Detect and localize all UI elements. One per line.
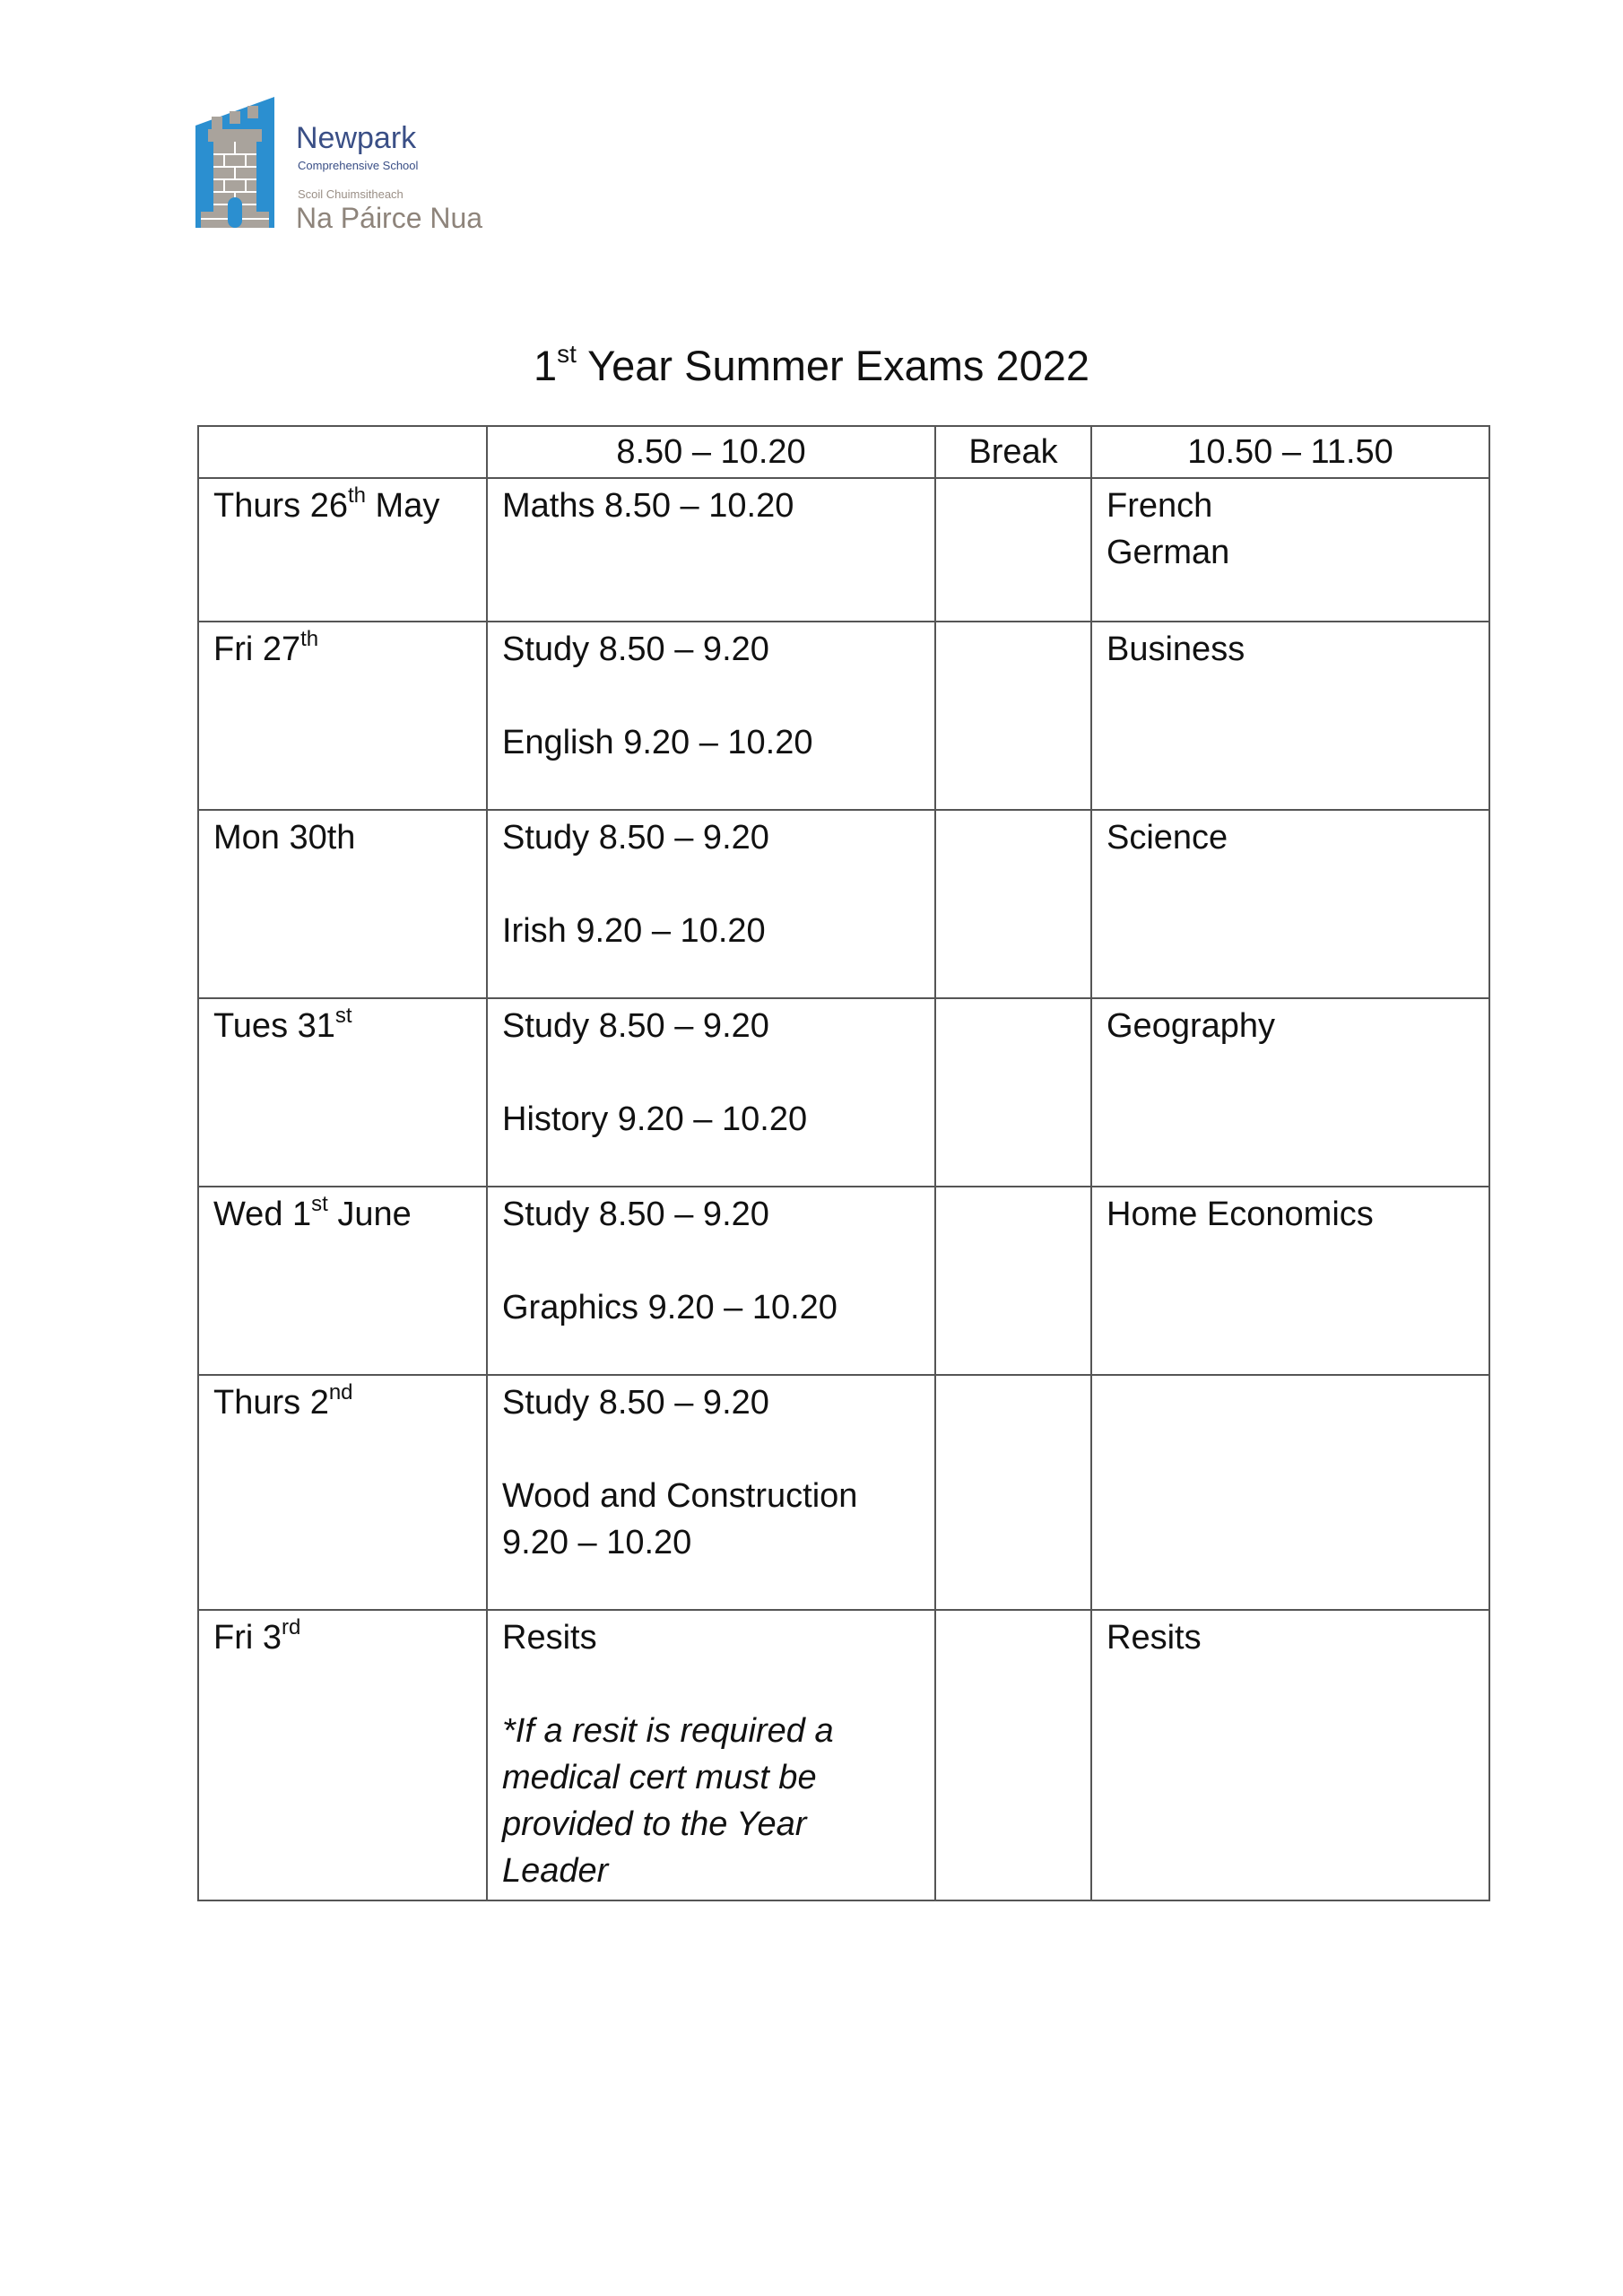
break-cell xyxy=(935,998,1091,1187)
late-cell: French German xyxy=(1091,478,1489,622)
break-cell xyxy=(935,622,1091,810)
day-cell: Mon 30th xyxy=(198,810,487,998)
table-row xyxy=(198,1375,1489,1610)
page-title: 1st Year Summer Exams 2022 xyxy=(533,340,1090,389)
table-row xyxy=(198,622,1489,810)
break-cell xyxy=(935,1187,1091,1375)
late-cell: Business xyxy=(1091,622,1489,810)
late-cell: Geography xyxy=(1091,998,1489,1187)
day-cell: Thurs 26th May xyxy=(198,478,487,622)
logo-name: Newpark xyxy=(296,121,417,155)
day-cell: Thurs 2nd xyxy=(198,1375,487,1610)
day-cell: Wed 1st June xyxy=(198,1187,487,1375)
morning-cell: Study 8.50 – 9.20 Graphics 9.20 – 10.20 xyxy=(487,1187,935,1375)
break-cell xyxy=(935,478,1091,622)
exam-timetable xyxy=(197,425,1490,1901)
table-row xyxy=(198,998,1489,1187)
table-row xyxy=(198,1610,1489,1900)
logo-irish-name: Na Páirce Nua xyxy=(296,202,483,234)
late-cell: Science xyxy=(1091,810,1489,998)
table-row xyxy=(198,1187,1489,1375)
day-cell: Fri 27th xyxy=(198,622,487,810)
table-row xyxy=(198,478,1489,622)
school-logo xyxy=(195,97,491,234)
day-cell: Tues 31st xyxy=(198,998,487,1187)
morning-cell: Maths 8.50 – 10.20 xyxy=(487,478,935,622)
break-cell xyxy=(935,810,1091,998)
late-cell: Resits xyxy=(1091,1610,1489,1900)
table-header-row xyxy=(198,426,1489,478)
header-break: Break xyxy=(935,426,1091,478)
morning-cell: Study 8.50 – 9.20 History 9.20 – 10.20 xyxy=(487,998,935,1187)
resit-note: *If a resit is required a medical cert must be provided to the Year Leader xyxy=(502,1712,834,1890)
late-cell xyxy=(1091,1375,1489,1610)
header-morning: 8.50 – 10.20 xyxy=(487,426,935,478)
table-row xyxy=(198,810,1489,998)
break-cell xyxy=(935,1375,1091,1610)
logo-irish-subtitle: Scoil Chuimsitheach xyxy=(298,187,404,201)
morning-cell: Study 8.50 – 9.20 Wood and Construction 9.20 – 10.20 xyxy=(487,1375,935,1610)
day-cell: Fri 3rd xyxy=(198,1610,487,1900)
morning-cell: Resits *If a resit is required a medical cert must be provided to the Year Leader xyxy=(487,1610,935,1900)
header-late: 10.50 – 11.50 xyxy=(1091,426,1489,478)
morning-cell: Study 8.50 – 9.20 English 9.20 – 10.20 xyxy=(487,622,935,810)
header-day xyxy=(198,426,487,478)
tower-icon xyxy=(195,97,278,230)
morning-cell: Study 8.50 – 9.20 Irish 9.20 – 10.20 xyxy=(487,810,935,998)
break-cell xyxy=(935,1610,1091,1900)
logo-subtitle: Comprehensive School xyxy=(298,159,419,172)
late-cell: Home Economics xyxy=(1091,1187,1489,1375)
